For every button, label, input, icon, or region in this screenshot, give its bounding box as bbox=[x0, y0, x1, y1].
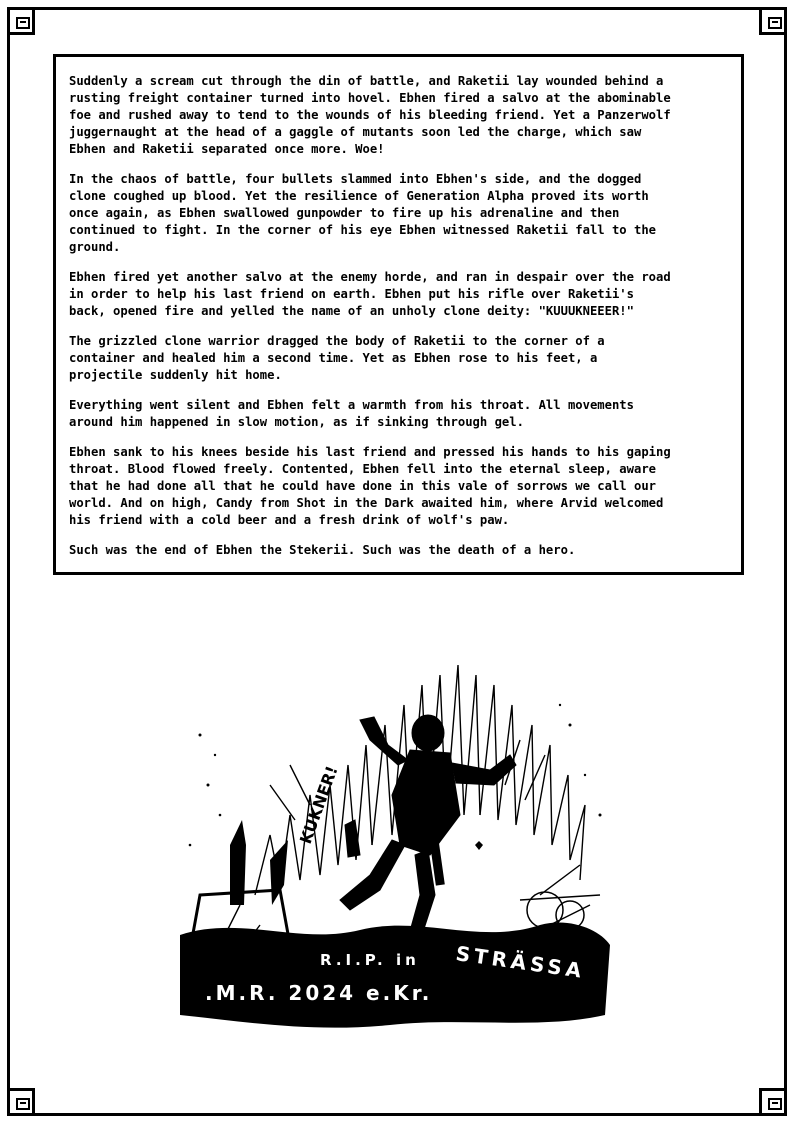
story-paragraph: The grizzled clone warrior dragged the body of Raketii to the corner of a container and healed him a second time. Yet as Ebhen rose to his feet, a projectile suddenly hit home. bbox=[69, 334, 605, 382]
corner-ornament-bottom-left bbox=[7, 1088, 35, 1116]
corner-square-icon bbox=[768, 17, 782, 29]
story-text-box bbox=[53, 54, 744, 575]
memorial-drawing bbox=[160, 645, 620, 1035]
corner-ornament-bottom-right bbox=[759, 1088, 787, 1116]
corner-square-icon bbox=[16, 17, 30, 29]
story-paragraph: Ebhen sank to his knees beside his last friend and pressed his hands to his gaping throat. Blood flowed freely. Contented, Ebhen fell into the eternal sleep, aware that he had done all that he could have done in this vale of sorrows we call our world. And on high, Candy from Shot in the Dark awaited him, where Arvid welcomed his friend with a cold beer and a fresh drink of wolf's paw. bbox=[69, 445, 671, 527]
epitaph-place: STRÄSSA bbox=[454, 941, 587, 984]
epitaph-date: .M.R. 2024 e.Kr. bbox=[205, 981, 433, 1005]
story-paragraph: Ebhen fired yet another salvo at the enemy horde, and ran in despair over the road in order to help his last friend on earth. Ebhen put his rifle over Raketii's back, opened fire and yelled the name of an unholy clone deity: "KUUUKNEEER!" bbox=[69, 270, 671, 318]
corner-ornament-top-left bbox=[7, 7, 35, 35]
corner-square-icon bbox=[768, 1098, 782, 1110]
story-paragraph: Suddenly a scream cut through the din of battle, and Raketii lay wounded behind a rusting freight container turned into hovel. Ebhen fired a salvo at the abominable foe and rushed away to tend to the wounds of his bleeding friend. Yet a Panzerwolf juggernaught at the head of a gaggle of mutants soon led the charge, which saw Ebhen and Raketii separated once more. Woe! bbox=[69, 74, 671, 156]
memorial-illustration bbox=[160, 645, 620, 1035]
story-paragraph: Everything went silent and Ebhen felt a warmth from his throat. All movements around him happened in slow motion, as if sinking through gel. bbox=[69, 398, 634, 429]
shout-text: KUKNER! bbox=[295, 763, 342, 847]
ink-specks bbox=[189, 704, 602, 850]
corner-square-icon bbox=[16, 1098, 30, 1110]
story-paragraph: In the chaos of battle, four bullets slammed into Ebhen's side, and the dogged clone coughed up blood. Yet the resilience of Generation Alpha proved its worth once again, as Ebhen swallowed gunpowder to fire up his adrenaline and then continued to fight. In the corner of his eye Ebhen witnessed Raketii fall to the ground. bbox=[69, 172, 656, 254]
story-paragraph: Such was the end of Ebhen the Stekerii. Such was the death of a hero. bbox=[69, 543, 576, 557]
corner-ornament-top-right bbox=[759, 7, 787, 35]
epitaph-line1: R.I.P. in bbox=[320, 951, 420, 969]
